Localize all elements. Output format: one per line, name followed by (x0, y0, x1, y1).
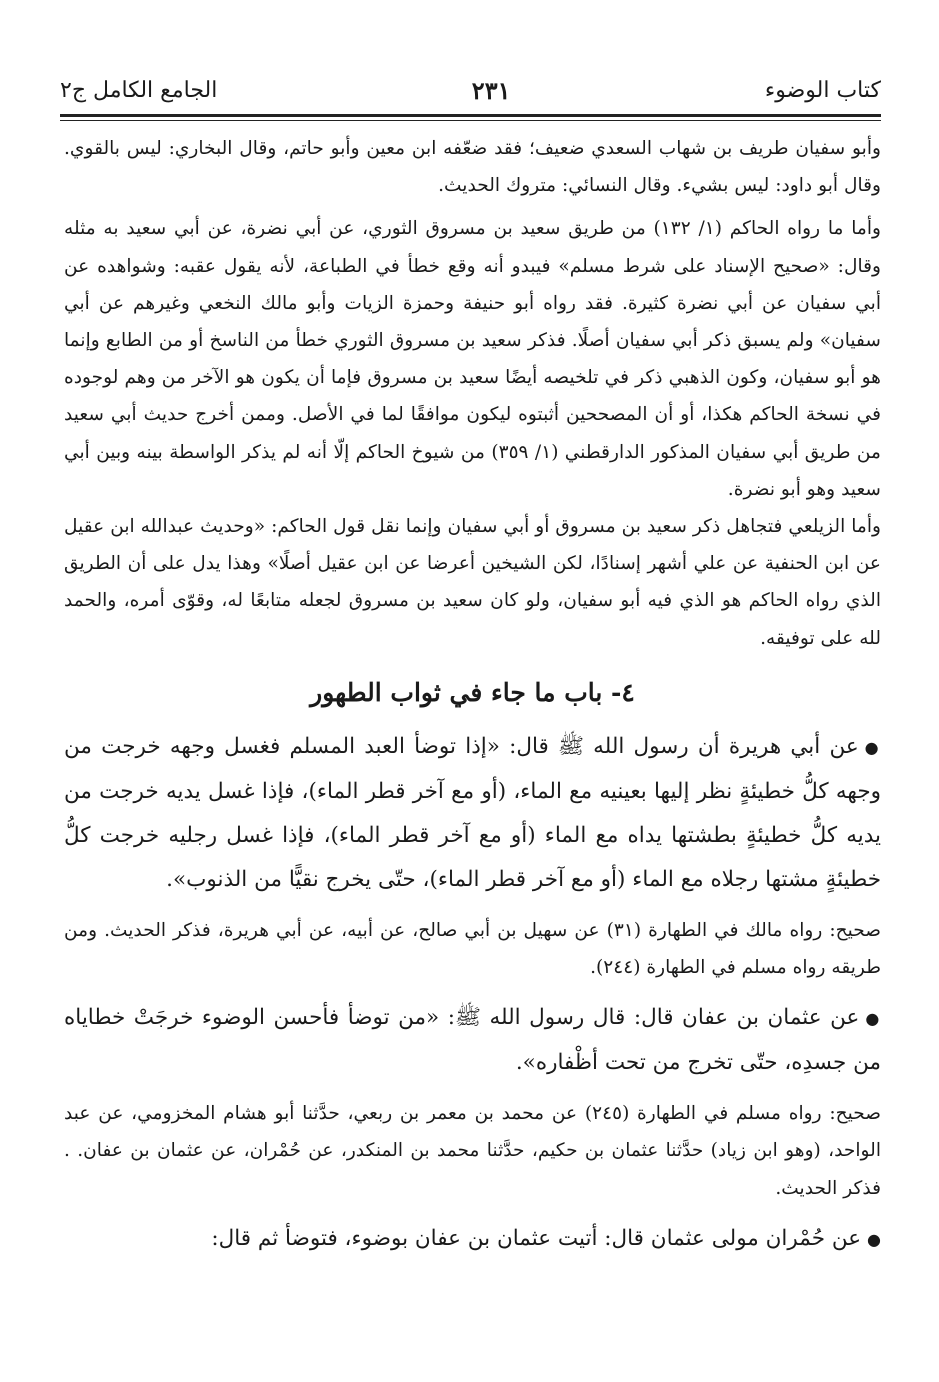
commentary-paragraph: وأبو سفيان طريف بن شهاب السعدي ضعيف؛ فقد ضعّفه ابن معين وأبو حاتم، وقال البخاري: ليس بالقوي. وقال أبو داود: ليس بشيء. وقال النسائي: متروك الحديث. (64, 138, 881, 197)
header-rule-thin (60, 120, 881, 121)
hadith-text: ●عن حُمْران مولى عثمان قال: أتيت عثمان بن عفان بوضوء، فتوضأ ثم قال: (211, 1225, 881, 1251)
page-number: ٢٣١ (471, 75, 511, 105)
takhrij-note: صحيح: رواه مسلم في الطهارة (٢٤٥) عن محمد بن معمر بن ربعي، حدَّثنا أبو هشام المخزومي، عن عبد الواحد، (وهو ابن زياد) حدَّثنا عثمان بن حكيم، حدَّثنا محمد بن المنكدر، عن حُمْران، عن عثمان بن عفان. . فذكر الحديث. (64, 1103, 881, 1199)
hadith-text: ●عن أبي هريرة أن رسول الله ﷺ قال: «إذا توضأ العبد المسلم فغسل وجهه خرجت من وجهه كلُّ خطيئةٍ نظر إليها بعينيه مع الماء، (أو مع آخر قطر الماء)، فإذا غسل يديه خرجت من يديه كلُّ خطيئةٍ بطشتها يداه مع الماء (أو مع آخر قطر الماء)، فإذا غسل رجليه خرجت كلُّ خطيئةٍ مشتها رجلاه مع الماء (أو مع آخر قطر الماء)، حتّى يخرج نقيًّا من الذنوب». (64, 733, 881, 892)
bullet-icon: ● (865, 1009, 882, 1029)
running-header (60, 70, 881, 110)
page-body (64, 130, 881, 1262)
commentary-paragraph: وأما ما رواه الحاكم (١/ ١٣٢) من طريق سعيد بن مسروق الثوري، عن أبي نضرة، عن أبي سعيد به مثله وقال: «صحيح الإسناد على شرط مسلم» فيبدو أنه وقع خطأ في الطباعة، لأنه يقول عقبه: وشواهده عن أبي سفيان عن أبي نضرة كثيرة. فقد رواه أبو حنيفة وحمزة الزيات وأبو مالك النخعي وغيرهم عن أبي سفيان» ولم يسبق ذكر أبي سفيان أصلًا. فذكر سعيد بن مسروق الثوري خطأ من الناسخ أو من الطابع وإنما هو أبو سفيان، وكون الذهبي ذكر في تلخيصه أيضًا سعيد بن مسروق فإما أن يكون هو الآخر من وهم لوجوده في نسخة الحاكم هكذا، أو أن المصححين أثبتوه ليكون موافقًا لما في الأصل. وممن أخرج حديث أبي سعيد من طريق أبي سفيان المذكور الدارقطني (١/ ٣٥٩) من شيوخ الحاكم إلّا أنه لم يذكر الواسطة بينه وبين أبي سعيد وهو أبو نضرة. (64, 218, 881, 500)
chapter-heading: ٤- باب ما جاء في ثواب الطهور (310, 677, 635, 707)
commentary-paragraph: وأما الزيلعي فتجاهل ذكر سعيد بن مسروق أو أبي سفيان وإنما نقل قول الحاكم: «وحديث عبدالله ابن عقيل عن ابن الحنفية عن علي أشهر إسنادًا، لكن الشيخين أعرضا عن ابن عقيل أصلًا» وهذا يدل على أن الطريق الذي رواه الحاكم هو الذي فيه أبو سفيان، ولو كان سعيد بن مسروق لجعله متابعًا له، وقوّى أمره، والحمد لله على توفيقه. (64, 516, 881, 649)
bullet-icon: ● (864, 737, 881, 757)
takhrij-note: صحيح: رواه مالك في الطهارة (٣١) عن سهيل بن أبي صالح، عن أبيه، عن أبي هريرة، فذكر الحديث. ومن طريقه رواه مسلم في الطهارة (٢٤٤). (64, 919, 881, 979)
hadith-text: ●عن عثمان بن عفان قال: قال رسول الله ﷺ: «من توضأ فأحسن الوضوء خرجَتْ خطاياه من جسدِه، حتّى تخرج من تحت أظْفاره». (64, 1005, 882, 1076)
bullet-icon: ● (867, 1229, 881, 1249)
book-section-title: كتاب الوضوء (764, 77, 881, 103)
volume-title: الجامع الكامل ج٢ (60, 77, 218, 103)
header-rule-thick (60, 114, 881, 117)
